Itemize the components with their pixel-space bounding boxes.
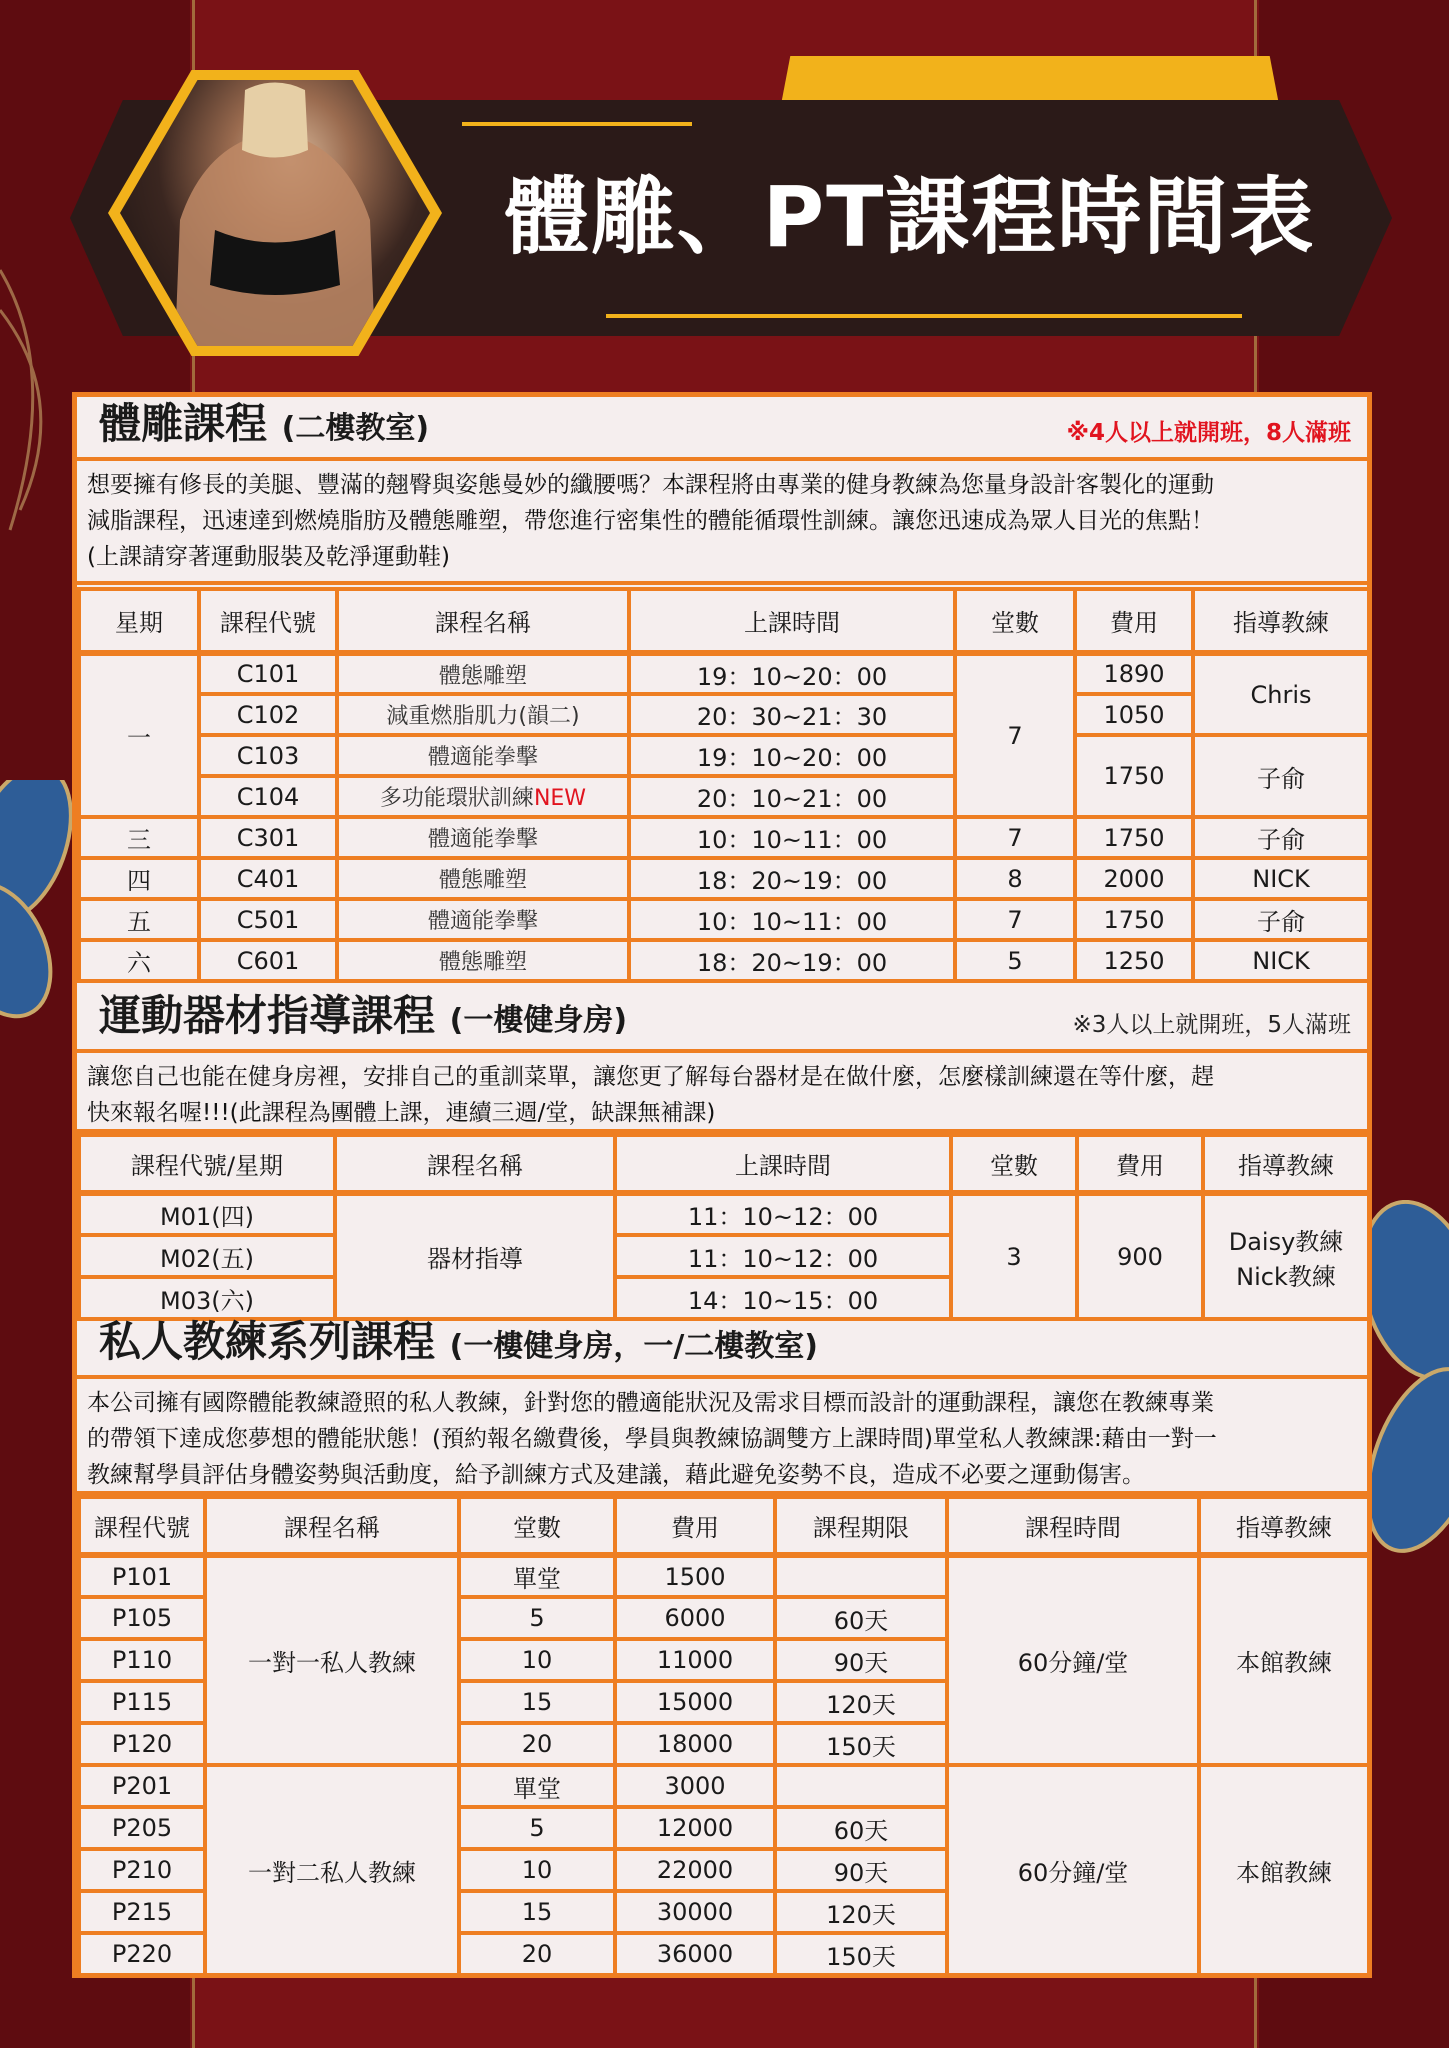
fee-cell: 1750 [1075, 899, 1193, 940]
code-cell: P220 [79, 1933, 205, 1975]
time-cell: 10：10~11：00 [629, 817, 955, 858]
column-header: 課程代號/星期 [79, 1135, 335, 1193]
course-name-cell [337, 776, 629, 817]
column-header: 課程時間 [947, 1497, 1199, 1555]
section-subtitle: (一樓健身房，一/二樓教室) [449, 1329, 819, 1364]
term-cell: 90天 [775, 1849, 947, 1891]
page-title: 體雕、PT課程時間表 [504, 168, 1316, 266]
banner-gold-line [606, 314, 1242, 318]
sessions-cell: 15 [459, 1681, 615, 1723]
table-row [79, 940, 1369, 981]
day-cell: 五 [79, 899, 199, 940]
description-line: 讓您自己也能在健身房裡，安排自己的重訓菜單，讓您更了解每台器材是在做什麼，怎麼樣訓練還在等什麼，趕 [87, 1064, 1214, 1090]
column-header: 星期 [79, 589, 199, 653]
description-line: 快來報名喔!!!(此課程為團體上課，連續三週/堂，缺課無補課) [87, 1100, 716, 1126]
description-line: 想要擁有修長的美腿、豐滿的翹臀與姿態曼妙的纖腰嗎？本課程將由專業的健身教練為您量身設計客製化的運動 [87, 472, 1214, 498]
course-name-cell: 體適能拳擊 [337, 735, 629, 776]
column-header: 課程名稱 [205, 1497, 459, 1555]
course-name-cell: 器材指導 [335, 1193, 615, 1319]
class-size-note: ※3人以上就開班，5人滿班 [1072, 1012, 1351, 1038]
fee-cell: 12000 [615, 1807, 775, 1849]
day-cell: 一 [79, 653, 199, 817]
sessions-cell: 單堂 [459, 1765, 615, 1807]
description-line: 教練幫學員評估身體姿勢與活動度，給予訓練方式及建議，藉此避免姿勢不良，造成不必要之運動傷害。 [87, 1462, 1145, 1488]
table-row [79, 817, 1369, 858]
term-cell: 150天 [775, 1723, 947, 1765]
code-cell: C601 [199, 940, 337, 981]
code-cell: P115 [79, 1681, 205, 1723]
column-header: 費用 [615, 1497, 775, 1555]
body-sculpt-table [77, 587, 1371, 983]
course-name-cell: 體態雕塑 [337, 940, 629, 981]
time-cell: 11：10~12：00 [615, 1193, 951, 1235]
duration-cell: 60分鐘/堂 [947, 1555, 1199, 1765]
course-name-cell: 一對二私人教練 [205, 1765, 459, 1975]
code-cell: C103 [199, 735, 337, 776]
coach-cell: 子俞 [1193, 899, 1369, 940]
table-row [79, 1765, 1369, 1807]
section-title-text: 體雕課程 [99, 399, 268, 448]
time-cell: 18：20~19：00 [629, 940, 955, 981]
section-title-text: 私人教練系列課程 [99, 1317, 436, 1366]
column-header: 堂數 [955, 589, 1075, 653]
fee-cell: 15000 [615, 1681, 775, 1723]
column-header: 課程代號 [79, 1497, 205, 1555]
term-cell: 150天 [775, 1933, 947, 1975]
new-badge: NEW [533, 786, 587, 811]
table-row [79, 899, 1369, 940]
fee-cell: 6000 [615, 1597, 775, 1639]
course-name-text: 多功能環狀訓練 [379, 786, 534, 811]
coach-cell: NICK [1193, 858, 1369, 899]
banner-gold-line [462, 122, 692, 126]
sessions-cell: 7 [955, 899, 1075, 940]
equipment-table [77, 1133, 1371, 1321]
table-row [79, 858, 1369, 899]
term-cell [775, 1555, 947, 1597]
sessions-cell: 7 [955, 817, 1075, 858]
course-name-cell: 一對一私人教練 [205, 1555, 459, 1765]
code-cell: P215 [79, 1891, 205, 1933]
description-line: 本公司擁有國際體能教練證照的私人教練，針對您的體適能狀況及需求目標而設計的運動課程，讓您在教練專業 [87, 1390, 1214, 1416]
day-cell: 四 [79, 858, 199, 899]
sessions-cell: 單堂 [459, 1555, 615, 1597]
coach-cell [1203, 1193, 1369, 1319]
code-cell: C401 [199, 858, 337, 899]
coach-name: Daisy教練 [1228, 1227, 1344, 1256]
coach-cell: 子俞 [1193, 817, 1369, 858]
column-header: 指導教練 [1203, 1135, 1369, 1193]
description-line: 減脂課程，迅速達到燃燒脂肪及體態雕塑，帶您進行密集性的體能循環性訓練。讓您迅速成為眾人目光的焦點！ [87, 508, 1214, 534]
fee-cell: 1750 [1075, 735, 1193, 817]
code-cell: C102 [199, 694, 337, 735]
time-cell: 19：10~20：00 [629, 735, 955, 776]
table-header-row [79, 589, 1369, 653]
code-cell: P101 [79, 1555, 205, 1597]
fee-cell: 1750 [1075, 817, 1193, 858]
table-header-row [79, 1497, 1369, 1555]
code-cell: P201 [79, 1765, 205, 1807]
sessions-cell: 10 [459, 1639, 615, 1681]
coach-cell: Chris [1193, 653, 1369, 735]
table-row [79, 653, 1369, 694]
column-header: 堂數 [951, 1135, 1077, 1193]
course-name-cell: 體適能拳擊 [337, 817, 629, 858]
sessions-cell: 5 [955, 940, 1075, 981]
schedule-panel [72, 392, 1372, 1978]
sessions-cell: 20 [459, 1723, 615, 1765]
term-cell: 90天 [775, 1639, 947, 1681]
course-name-cell: 體態雕塑 [337, 653, 629, 694]
fee-cell: 36000 [615, 1933, 775, 1975]
section-header [77, 1317, 1367, 1375]
sessions-cell: 3 [951, 1193, 1077, 1319]
time-cell: 10：10~11：00 [629, 899, 955, 940]
day-cell: 六 [79, 940, 199, 981]
column-header: 費用 [1075, 589, 1193, 653]
fee-cell: 18000 [615, 1723, 775, 1765]
sessions-cell: 5 [459, 1807, 615, 1849]
code-cell: P210 [79, 1849, 205, 1891]
code-cell: P110 [79, 1639, 205, 1681]
fee-cell: 2000 [1075, 858, 1193, 899]
section-header [77, 397, 1367, 457]
section-description [77, 1375, 1367, 1495]
code-cell: C301 [199, 817, 337, 858]
section-title-text: 運動器材指導課程 [99, 991, 436, 1040]
term-cell: 120天 [775, 1891, 947, 1933]
table-row [79, 1193, 1369, 1235]
day-cell: 三 [79, 817, 199, 858]
coach-cell: 子俞 [1193, 735, 1369, 817]
class-size-note: ※4人以上就開班，8人滿班 [1066, 420, 1351, 446]
sessions-cell: 20 [459, 1933, 615, 1975]
coach-cell: 本館教練 [1199, 1765, 1369, 1975]
personal-training-table [77, 1495, 1371, 1977]
code-cell: C501 [199, 899, 337, 940]
course-name-cell: 體適能拳擊 [337, 899, 629, 940]
column-header: 費用 [1077, 1135, 1203, 1193]
fee-cell: 11000 [615, 1639, 775, 1681]
section-subtitle: (一樓健身房) [449, 1003, 628, 1038]
column-header: 指導教練 [1199, 1497, 1369, 1555]
description-line: (上課請穿著運動服裝及乾淨運動鞋) [87, 544, 450, 570]
sessions-cell: 15 [459, 1891, 615, 1933]
section-title [99, 391, 429, 451]
fee-cell: 1890 [1075, 653, 1193, 694]
section-title [99, 983, 627, 1043]
code-cell: C104 [199, 776, 337, 817]
code-cell: P205 [79, 1807, 205, 1849]
sessions-cell: 8 [955, 858, 1075, 899]
description-line: 的帶領下達成您夢想的體能狀態！(預約報名繳費後，學員與教練協調雙方上課時間)單堂私人教練課:藉由一對一 [87, 1426, 1217, 1452]
code-cell: P105 [79, 1597, 205, 1639]
sessions-cell: 7 [955, 653, 1075, 817]
term-cell: 60天 [775, 1597, 947, 1639]
section-description [77, 1049, 1367, 1133]
section-description [77, 457, 1367, 585]
section-header [77, 991, 1367, 1049]
sessions-cell: 5 [459, 1597, 615, 1639]
column-header: 指導教練 [1193, 589, 1369, 653]
time-cell: 20：30~21：30 [629, 694, 955, 735]
leaf-decoration-icon [0, 250, 80, 550]
section-title [99, 1309, 818, 1369]
time-cell: 14：10~15：00 [615, 1277, 951, 1319]
section-subtitle: (二樓教室) [281, 411, 430, 446]
fee-cell: 1050 [1075, 694, 1193, 735]
sessions-cell: 10 [459, 1849, 615, 1891]
code-cell: M03(六) [79, 1277, 335, 1319]
coach-name: Nick教練 [1236, 1262, 1336, 1291]
column-header: 堂數 [459, 1497, 615, 1555]
table-row [79, 1555, 1369, 1597]
fee-cell: 1250 [1075, 940, 1193, 981]
time-cell: 18：20~19：00 [629, 858, 955, 899]
term-cell: 120天 [775, 1681, 947, 1723]
column-header: 上課時間 [615, 1135, 951, 1193]
fee-cell: 900 [1077, 1193, 1203, 1319]
coach-cell: NICK [1193, 940, 1369, 981]
fee-cell: 22000 [615, 1849, 775, 1891]
duration-cell: 60分鐘/堂 [947, 1765, 1199, 1975]
course-name-cell: 體態雕塑 [337, 858, 629, 899]
fee-cell: 3000 [615, 1765, 775, 1807]
column-header: 課程名稱 [335, 1135, 615, 1193]
time-cell: 11：10~12：00 [615, 1235, 951, 1277]
table-row [79, 694, 1369, 735]
course-name-cell: 減重燃脂肌力(韻二) [337, 694, 629, 735]
time-cell: 20：10~21：00 [629, 776, 955, 817]
column-header: 課程代號 [199, 589, 337, 653]
code-cell: M02(五) [79, 1235, 335, 1277]
code-cell: P120 [79, 1723, 205, 1765]
column-header: 課程名稱 [337, 589, 629, 653]
fee-cell: 1500 [615, 1555, 775, 1597]
code-cell: C101 [199, 653, 337, 694]
code-cell: M01(四) [79, 1193, 335, 1235]
column-header: 上課時間 [629, 589, 955, 653]
term-cell: 60天 [775, 1807, 947, 1849]
time-cell: 19：10~20：00 [629, 653, 955, 694]
column-header: 課程期限 [775, 1497, 947, 1555]
table-row [79, 735, 1369, 776]
fee-cell: 30000 [615, 1891, 775, 1933]
table-header-row [79, 1135, 1369, 1193]
term-cell [775, 1765, 947, 1807]
coach-cell: 本館教練 [1199, 1555, 1369, 1765]
